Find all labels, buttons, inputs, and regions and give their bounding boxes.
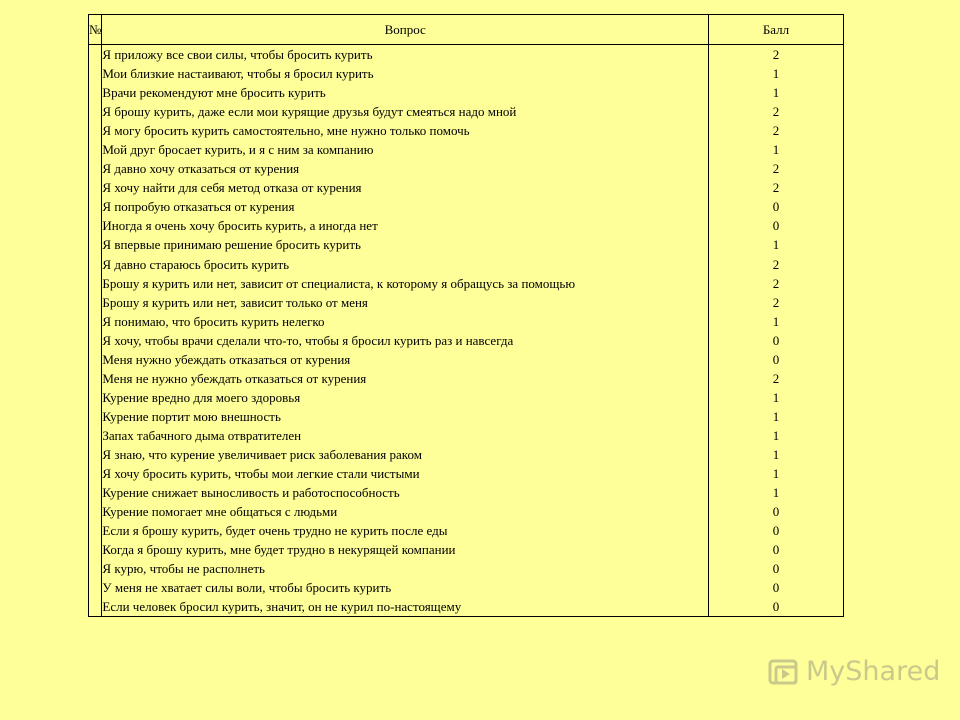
question-text: Меня нужно убеждать отказаться от курения xyxy=(102,351,351,367)
question-text: Когда я брошу курить, мне будет трудно в некурящей компании xyxy=(102,542,456,558)
questions-column xyxy=(102,45,709,617)
score-value: 0 xyxy=(772,523,780,539)
score-value: 0 xyxy=(772,199,780,215)
question-text: Я давно хочу отказаться от курения xyxy=(102,161,300,177)
header-question: Вопрос xyxy=(102,15,709,45)
question-text: Иногда я очень хочу бросить курить, а иногда нет xyxy=(102,218,378,234)
score-value: 2 xyxy=(772,123,780,139)
score-value: 2 xyxy=(772,256,780,272)
header-score: Балл xyxy=(709,15,844,45)
question-text: Я хочу найти для себя метод отказа от курения xyxy=(102,180,362,196)
score-value: 2 xyxy=(772,161,780,177)
score-value: 0 xyxy=(772,542,780,558)
question-text: Если человек бросил курить, значит, он не курил по-настоящему xyxy=(102,599,462,615)
score-value: 1 xyxy=(772,485,780,501)
question-text: Запах табачного дыма отвратителен xyxy=(102,427,302,443)
score-value: 0 xyxy=(772,561,780,577)
score-value: 1 xyxy=(772,313,780,329)
question-text: Я курю, чтобы не располнеть xyxy=(102,561,265,577)
score-value: 1 xyxy=(772,427,780,443)
scores-column xyxy=(709,45,844,617)
question-text: Мой друг бросает курить, и я с ним за компанию xyxy=(102,142,374,158)
question-text: Я впервые принимаю решение бросить курить xyxy=(102,237,361,253)
watermark-text: MyShared xyxy=(806,656,941,687)
score-value: 0 xyxy=(772,351,780,367)
question-text: Я хочу, чтобы врачи сделали что-то, чтобы я бросил курить раз и навсегда xyxy=(102,332,514,348)
question-text: Брошу я курить или нет, зависит только от меня xyxy=(102,294,368,310)
score-value: 0 xyxy=(772,580,780,596)
question-text: Я брошу курить, даже если мои курящие друзья будут смеяться надо мной xyxy=(102,104,517,120)
score-value: 1 xyxy=(772,85,780,101)
question-text: Курение снижает выносливость и работоспособность xyxy=(102,485,400,501)
question-text: Я давно стараюсь бросить курить xyxy=(102,256,290,272)
score-value: 1 xyxy=(772,237,780,253)
score-value: 2 xyxy=(772,275,780,291)
watermark xyxy=(768,656,940,687)
score-value: 1 xyxy=(772,466,780,482)
score-value: 0 xyxy=(772,504,780,520)
score-value: 2 xyxy=(772,370,780,386)
score-value: 2 xyxy=(772,47,780,62)
header-number: № xyxy=(89,15,102,45)
score-value: 2 xyxy=(772,294,780,310)
score-value: 1 xyxy=(772,446,780,462)
score-value: 0 xyxy=(772,332,780,348)
question-text: Я хочу бросить курить, чтобы мои легкие стали чистыми xyxy=(102,466,420,482)
score-value: 2 xyxy=(772,104,780,120)
question-text: Курение помогает мне общаться с людьми xyxy=(102,504,338,520)
question-text: Меня не нужно убеждать отказаться от курения xyxy=(102,370,367,386)
score-value: 1 xyxy=(772,142,780,158)
score-value: 1 xyxy=(772,66,780,82)
question-text: У меня не хватает силы воли, чтобы бросить курить xyxy=(102,580,392,596)
question-text: Курение портит мою внешность xyxy=(102,408,281,424)
question-text: Мои близкие настаивают, чтобы я бросил курить xyxy=(102,66,374,82)
question-text: Я попробую отказаться от курения xyxy=(102,199,295,215)
question-text: Я понимаю, что бросить курить нелегко xyxy=(102,313,325,329)
question-text: Я могу бросить курить самостоятельно, мне нужно только помочь xyxy=(102,123,470,139)
score-value: 0 xyxy=(772,599,780,615)
score-value: 2 xyxy=(772,180,780,196)
survey-table xyxy=(88,14,844,617)
score-value: 1 xyxy=(772,408,780,424)
question-text: Я приложу все свои силы, чтобы бросить курить xyxy=(102,47,373,62)
question-text: Если я брошу курить, будет очень трудно не курить после еды xyxy=(102,523,448,539)
number-column xyxy=(89,45,102,617)
myshared-logo-icon xyxy=(768,657,802,687)
question-text: Врачи рекомендуют мне бросить курить xyxy=(102,85,326,101)
question-text: Я знаю, что курение увеличивает риск заболевания раком xyxy=(102,446,422,462)
question-text: Брошу я курить или нет, зависит от специалиста, к которому я обращусь за помощью xyxy=(102,275,576,291)
table-body-row xyxy=(89,45,844,617)
score-value: 1 xyxy=(772,389,780,405)
table-header-row xyxy=(89,15,844,45)
score-value: 0 xyxy=(772,218,780,234)
question-text: Курение вредно для моего здоровья xyxy=(102,389,301,405)
